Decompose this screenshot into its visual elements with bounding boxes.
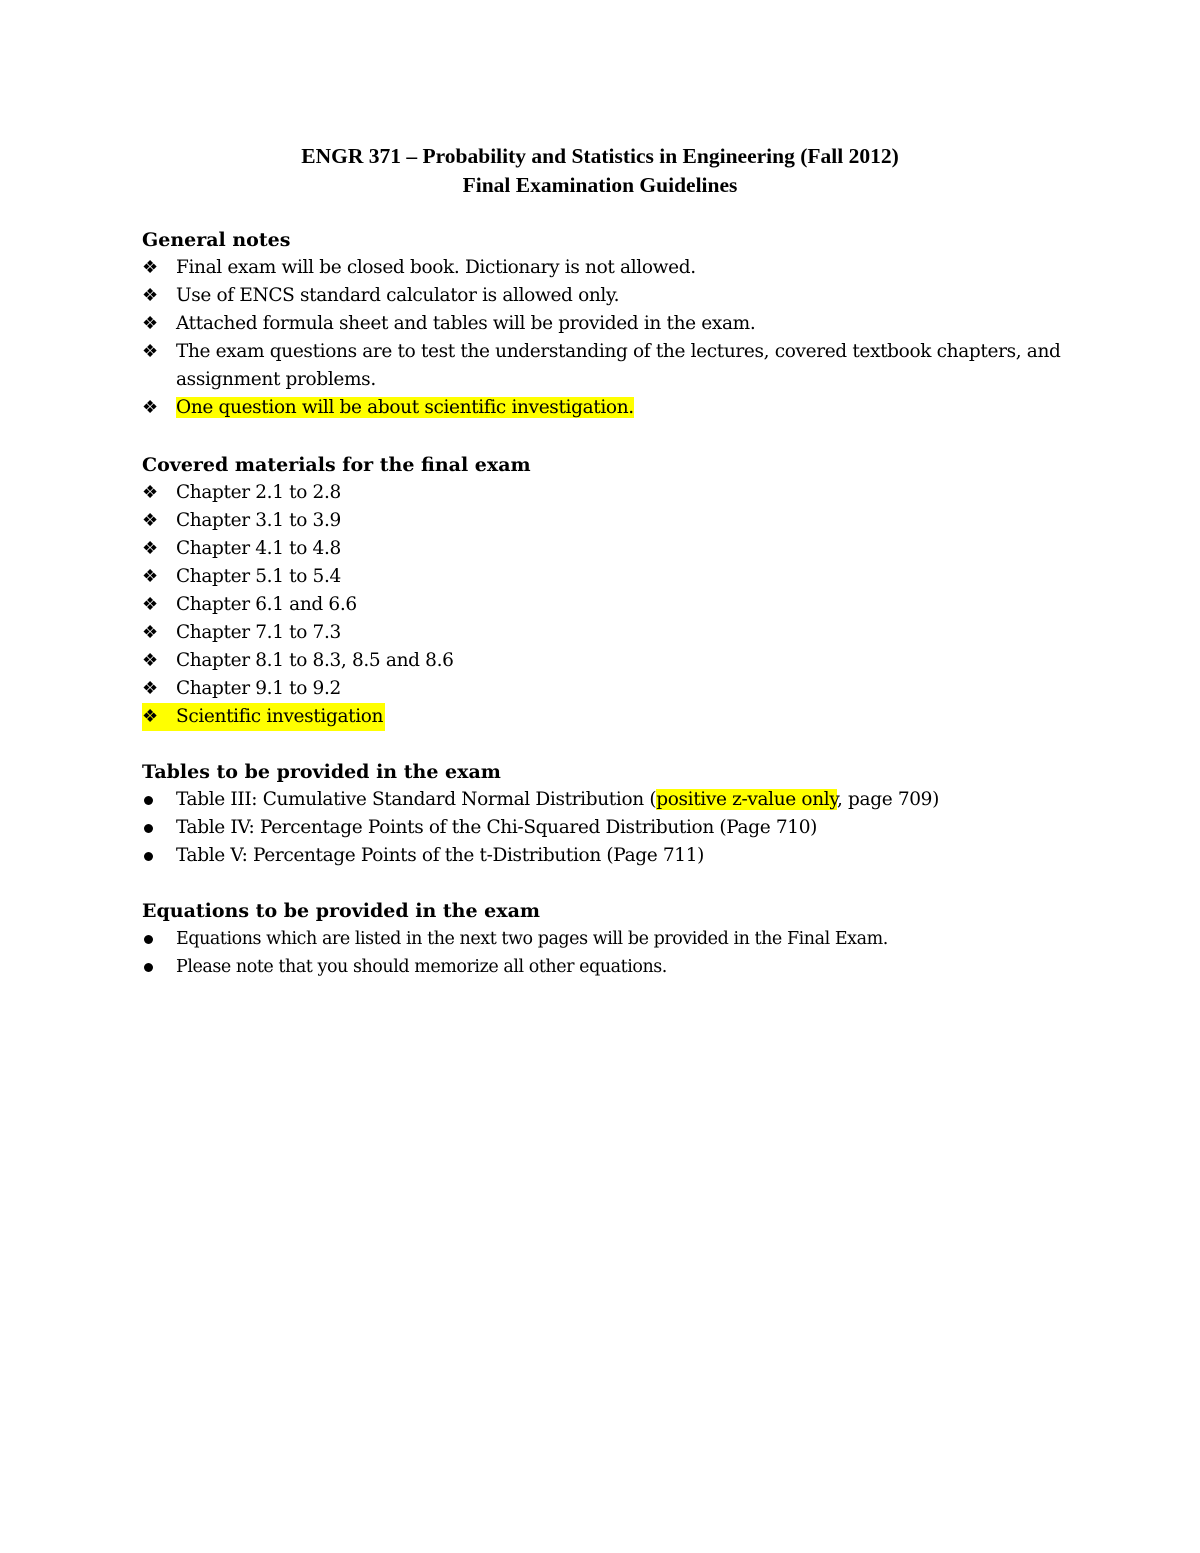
list-item bbox=[142, 282, 1102, 310]
diamond-bullet-icon: ❖ bbox=[142, 482, 158, 503]
diamond-bullet-icon: ❖ bbox=[142, 706, 158, 727]
list-item-text: Please note that you should memorize all other equations. bbox=[176, 957, 667, 977]
list-item-text: Use of ENCS standard calculator is allowed only. bbox=[176, 285, 620, 306]
list-item-text: Chapter 4.1 to 4.8 bbox=[176, 538, 341, 559]
highlighted-text: positive z-value only bbox=[656, 789, 837, 810]
diamond-bullet-icon: ❖ bbox=[142, 285, 158, 306]
list-item-text: Chapter 6.1 and 6.6 bbox=[176, 594, 357, 615]
list-item bbox=[142, 254, 1102, 282]
diamond-bullet-icon: ❖ bbox=[142, 510, 158, 531]
section-heading: Tables to be provided in the exam bbox=[142, 761, 501, 783]
section-heading: General notes bbox=[142, 229, 291, 251]
list-item bbox=[142, 814, 1102, 842]
list-item-text: Table V: Percentage Points of the t-Distribution (Page 711) bbox=[176, 845, 705, 866]
list-item bbox=[142, 647, 1102, 675]
diamond-bullet-icon: ❖ bbox=[142, 594, 158, 615]
document-title bbox=[0, 142, 1200, 199]
highlight-band bbox=[142, 703, 385, 731]
section-covered-materials bbox=[142, 451, 1102, 731]
diamond-bullet-icon: ❖ bbox=[142, 397, 158, 418]
list-item-text: Chapter 5.1 to 5.4 bbox=[176, 566, 341, 587]
highlighted-text: One question will be about scientific investigation. bbox=[176, 397, 634, 418]
highlighted-text: Scientific investigation bbox=[176, 706, 384, 727]
list-item bbox=[142, 953, 1102, 981]
bullet-dot-icon bbox=[144, 963, 153, 972]
section-equations bbox=[142, 897, 1102, 981]
list-item-text: Chapter 8.1 to 8.3, 8.5 and 8.6 bbox=[176, 650, 454, 671]
list-item bbox=[142, 479, 1102, 507]
list-item bbox=[142, 675, 1102, 703]
bullet-dot-icon bbox=[144, 852, 153, 861]
list-item bbox=[142, 925, 1102, 953]
diamond-bullet-icon: ❖ bbox=[142, 650, 158, 671]
diamond-bullet-icon: ❖ bbox=[142, 566, 158, 587]
list-item bbox=[142, 535, 1102, 563]
title-line-course: ENGR 371 – Probability and Statistics in Engineering (Fall 2012) bbox=[301, 144, 899, 168]
list-item bbox=[142, 338, 1102, 394]
section-heading: Covered materials for the final exam bbox=[142, 454, 531, 476]
section-heading: Equations to be provided in the exam bbox=[142, 900, 541, 922]
diamond-bullet-icon: ❖ bbox=[142, 538, 158, 559]
list-item-highlighted bbox=[142, 394, 1102, 422]
list-item bbox=[142, 619, 1102, 647]
list-item bbox=[142, 786, 1102, 814]
list-item-text: The exam questions are to test the understanding of the lectures, covered textbook chapters, and assignment problems. bbox=[176, 341, 1061, 390]
list-item bbox=[142, 507, 1102, 535]
diamond-bullet-icon: ❖ bbox=[142, 257, 158, 278]
section-tables bbox=[142, 758, 1102, 870]
diamond-bullet-icon: ❖ bbox=[142, 622, 158, 643]
list-item bbox=[142, 842, 1102, 870]
list-item-text: Final exam will be closed book. Dictionary is not allowed. bbox=[176, 257, 696, 278]
list-item bbox=[142, 591, 1102, 619]
section-general-notes bbox=[142, 226, 1102, 422]
list-item-text: Chapter 3.1 to 3.9 bbox=[176, 510, 341, 531]
list-item-text: Equations which are listed in the next two pages will be provided in the Final Exam. bbox=[176, 929, 888, 949]
list-item-text: Chapter 7.1 to 7.3 bbox=[176, 622, 341, 643]
list-item-text: Table IV: Percentage Points of the Chi-Squared Distribution (Page 710) bbox=[176, 817, 817, 838]
diamond-bullet-icon: ❖ bbox=[142, 678, 158, 699]
bullet-dot-icon bbox=[144, 824, 153, 833]
list-item bbox=[142, 563, 1102, 591]
diamond-bullet-icon: ❖ bbox=[142, 341, 158, 362]
bullet-dot-icon bbox=[144, 796, 153, 805]
title-line-guidelines: Final Examination Guidelines bbox=[462, 172, 738, 197]
list-item bbox=[142, 310, 1102, 338]
list-item-text: Chapter 9.1 to 9.2 bbox=[176, 678, 341, 699]
list-item-text: Chapter 2.1 to 2.8 bbox=[176, 482, 341, 503]
list-item-text-after: , page 709) bbox=[836, 789, 939, 810]
bullet-dot-icon bbox=[144, 935, 153, 944]
list-item-highlighted bbox=[142, 703, 1102, 731]
diamond-bullet-icon: ❖ bbox=[142, 313, 158, 334]
list-item-text: Attached formula sheet and tables will be provided in the exam. bbox=[176, 313, 756, 334]
list-item-text-before: Table III: Cumulative Standard Normal Distribution ( bbox=[176, 789, 657, 810]
